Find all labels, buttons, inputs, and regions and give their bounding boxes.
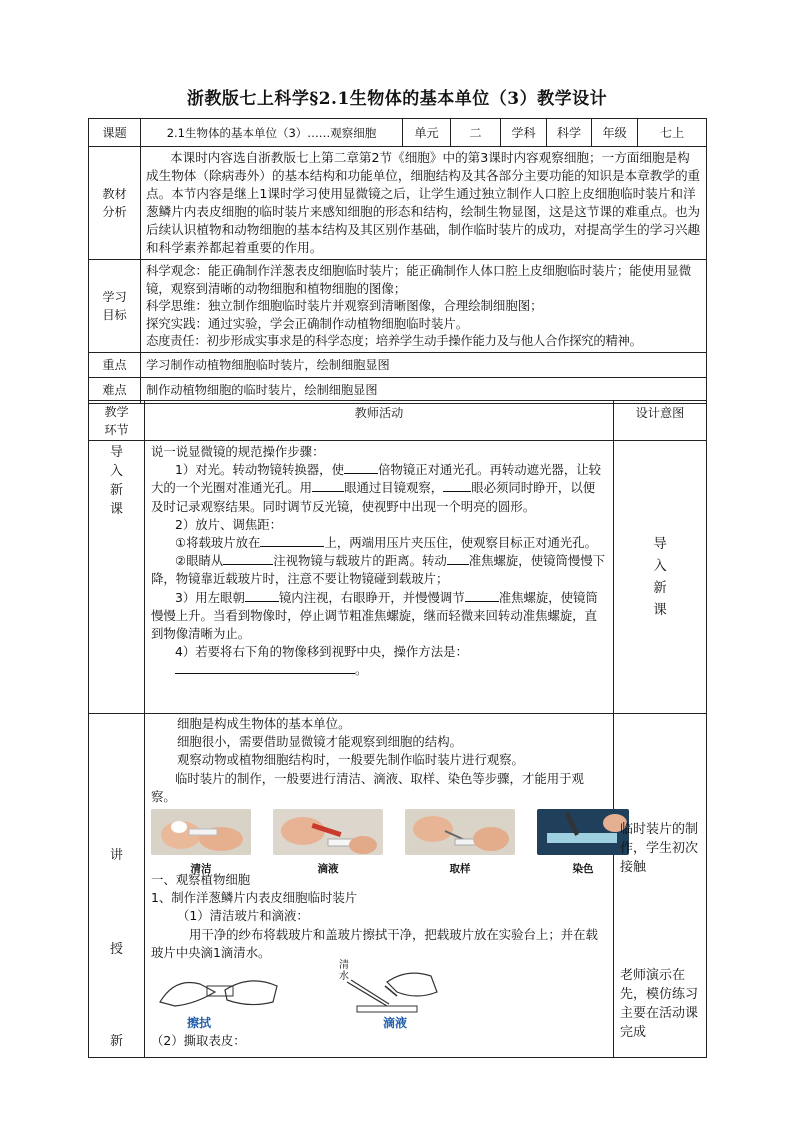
unit-label: 单元	[403, 119, 451, 147]
lecture-p1: 细胞是构成生物体的基本单位。	[177, 716, 351, 731]
wiping-sketch	[155, 962, 285, 1016]
intro-step2-1: ①将载玻片放在 上，两端用压片夹压住，使观察目标正对通光孔。	[175, 535, 598, 551]
lecture-p4: 临时装片的制作，一般要进行清洁、滴液、取样、染色等步骤，才能用于观察。	[151, 770, 584, 804]
photo-caption: 滴液	[317, 863, 339, 876]
photo-strip	[151, 809, 607, 876]
step-peel: （2）撕取表皮：	[151, 1033, 246, 1049]
step-clean: （1）清洁玻片和滴液：	[177, 908, 309, 924]
water-label: 清水	[339, 960, 349, 983]
dropping-photo	[273, 809, 383, 855]
step-clean-text: 用干净的纱布将载玻片和盖玻片擦拭干净，把载玻片放在实验台上；并在载玻片中央滴1滴清水。	[151, 926, 598, 960]
intent-header: 设计意图	[614, 401, 707, 441]
analysis-text: 本课时内容选自浙教版七上第二章第2节《细胞》中的第3课时内容观察细胞；一方面细胞是构成生物体（除病毒外）的基本结构和功能单位，细胞结构及其各部分主要功能的知识是本章教学的重点。本节内容是继上1课时学习使用显微镜之后，让学生通过独立制作人口腔上皮细胞临时装片和洋葱鳞片内表皮细胞的临时装片来感知细胞的形态和结构，绘制生物显图，这是这节课的难重点。也为后续认识植物和动物细胞的基本结构及其区别作基础，制作临时装片的成功，对提高学生的学习兴趣和科学素养都起着重要的作用。	[146, 150, 701, 255]
key-point-text: 学习制作动植物细胞临时装片，绘制细胞显图	[141, 352, 707, 377]
analysis-label: 教材 分析	[89, 147, 141, 260]
intro-step2: 2）放片、调焦距：	[175, 516, 283, 532]
topic-value: 2.1生物体的基本单位（3）……观察细胞	[141, 119, 403, 147]
intro-step1: 1）对光。转动物镜转换器，使 倍物镜正对通光孔。再转动遮光器，让较大的一个光圈对准通光孔。用 眼通过目镜观察， 眼必须同时睁开，以便及时记录观察结果。同时调节反光镜，使视野中出现一个明亮的圆形。	[151, 462, 601, 514]
objective-line: 探究实践：通过实验，学会正确制作动植物细胞临时装片。	[146, 315, 469, 331]
intro-step3: 3）用左眼朝 镜内注视，右眼睁开，并慢慢调节 准焦螺旋，使镜筒慢慢上升。当看到物像时，停止调节粗准焦螺旋，继而轻微来回转动准焦螺旋，直到物像清晰为止。	[151, 589, 598, 642]
objective-line: 态度责任：初步形成实事求是的科学态度；培养学生动手操作能力及与他人合作探究的精神。	[146, 333, 642, 348]
teacher-header: 教师活动	[145, 401, 614, 441]
intro-intent: 导 入 新 课	[614, 441, 707, 714]
subject-value: 科学	[547, 119, 592, 147]
grade-value: 七上	[638, 119, 707, 147]
objective-line: 科学观念：能正确制作洋葱表皮细胞临时装片；能正确制作人体口腔上皮细胞临时装片；能使用显微镜，观察到清晰的动物细胞和植物细胞的图像；	[146, 263, 692, 296]
photo-caption: 染色	[572, 863, 594, 876]
intro-step4-answer: 。	[151, 661, 607, 679]
sketch-strip	[151, 962, 607, 1032]
info-table	[88, 118, 707, 404]
lecture-stage: 讲 授 新	[89, 714, 145, 1058]
page-title: 浙教版七上科学§2.1生物体的基本单位（3）教学设计	[186, 89, 608, 109]
section-onion-slide: 1、制作洋葱鳞片内表皮细胞临时装片	[151, 890, 358, 906]
objectives-label: 学习 目标	[89, 260, 141, 353]
difficulty-text: 制作动植物细胞的临时装片，绘制细胞显图	[141, 377, 707, 403]
key-point-label: 重点	[89, 352, 141, 377]
cleaning-photo	[151, 809, 251, 855]
photo-caption: 取样	[449, 863, 471, 876]
photo-caption: 清洁	[190, 863, 212, 876]
intro-step2-2: ②眼睛从 注视物镜与载玻片的距离。转动 准焦螺旋，使镜筒慢慢下降，物镜靠近载玻片时，注意不要让物镜碰到载玻片；	[151, 553, 606, 587]
lecture-intent-1: 临时装片的制作，学生初次接触	[620, 822, 699, 875]
sketch-caption: 擦拭	[187, 1016, 212, 1031]
lecture-p2: 细胞很小，需要借助显微镜才能观察到细胞的结构。	[177, 734, 462, 750]
subject-label: 学科	[501, 119, 547, 147]
unit-value: 二	[451, 119, 501, 147]
topic-label: 课题	[89, 119, 141, 147]
process-table	[88, 400, 707, 1058]
intro-stage: 导 入 新 课	[89, 441, 145, 714]
dropping-sketch	[327, 962, 447, 1016]
difficulty-label: 难点	[89, 377, 141, 403]
objective-line: 科学思维：独立制作细胞临时装片并观察到清晰图像，合理绘制细胞图；	[146, 298, 543, 313]
section-plant: 一、观察植物细胞	[151, 872, 251, 888]
grade-label: 年级	[592, 119, 638, 147]
intro-question: 说一说显微镜的规范操作步骤：	[151, 444, 325, 459]
lecture-intent-2: 老师演示在先，模仿练习主要在活动课完成	[620, 968, 699, 1040]
lecture-p3: 观察动物或植物细胞结构时，一般要先制作临时装片进行观察。	[177, 752, 524, 768]
sketch-caption: 滴液	[383, 1016, 408, 1031]
sampling-photo	[405, 809, 515, 855]
stage-header: 教学 环节	[89, 401, 145, 441]
intro-step4: 4）若要将右下角的物像移到视野中央，操作方法是：	[175, 644, 468, 660]
